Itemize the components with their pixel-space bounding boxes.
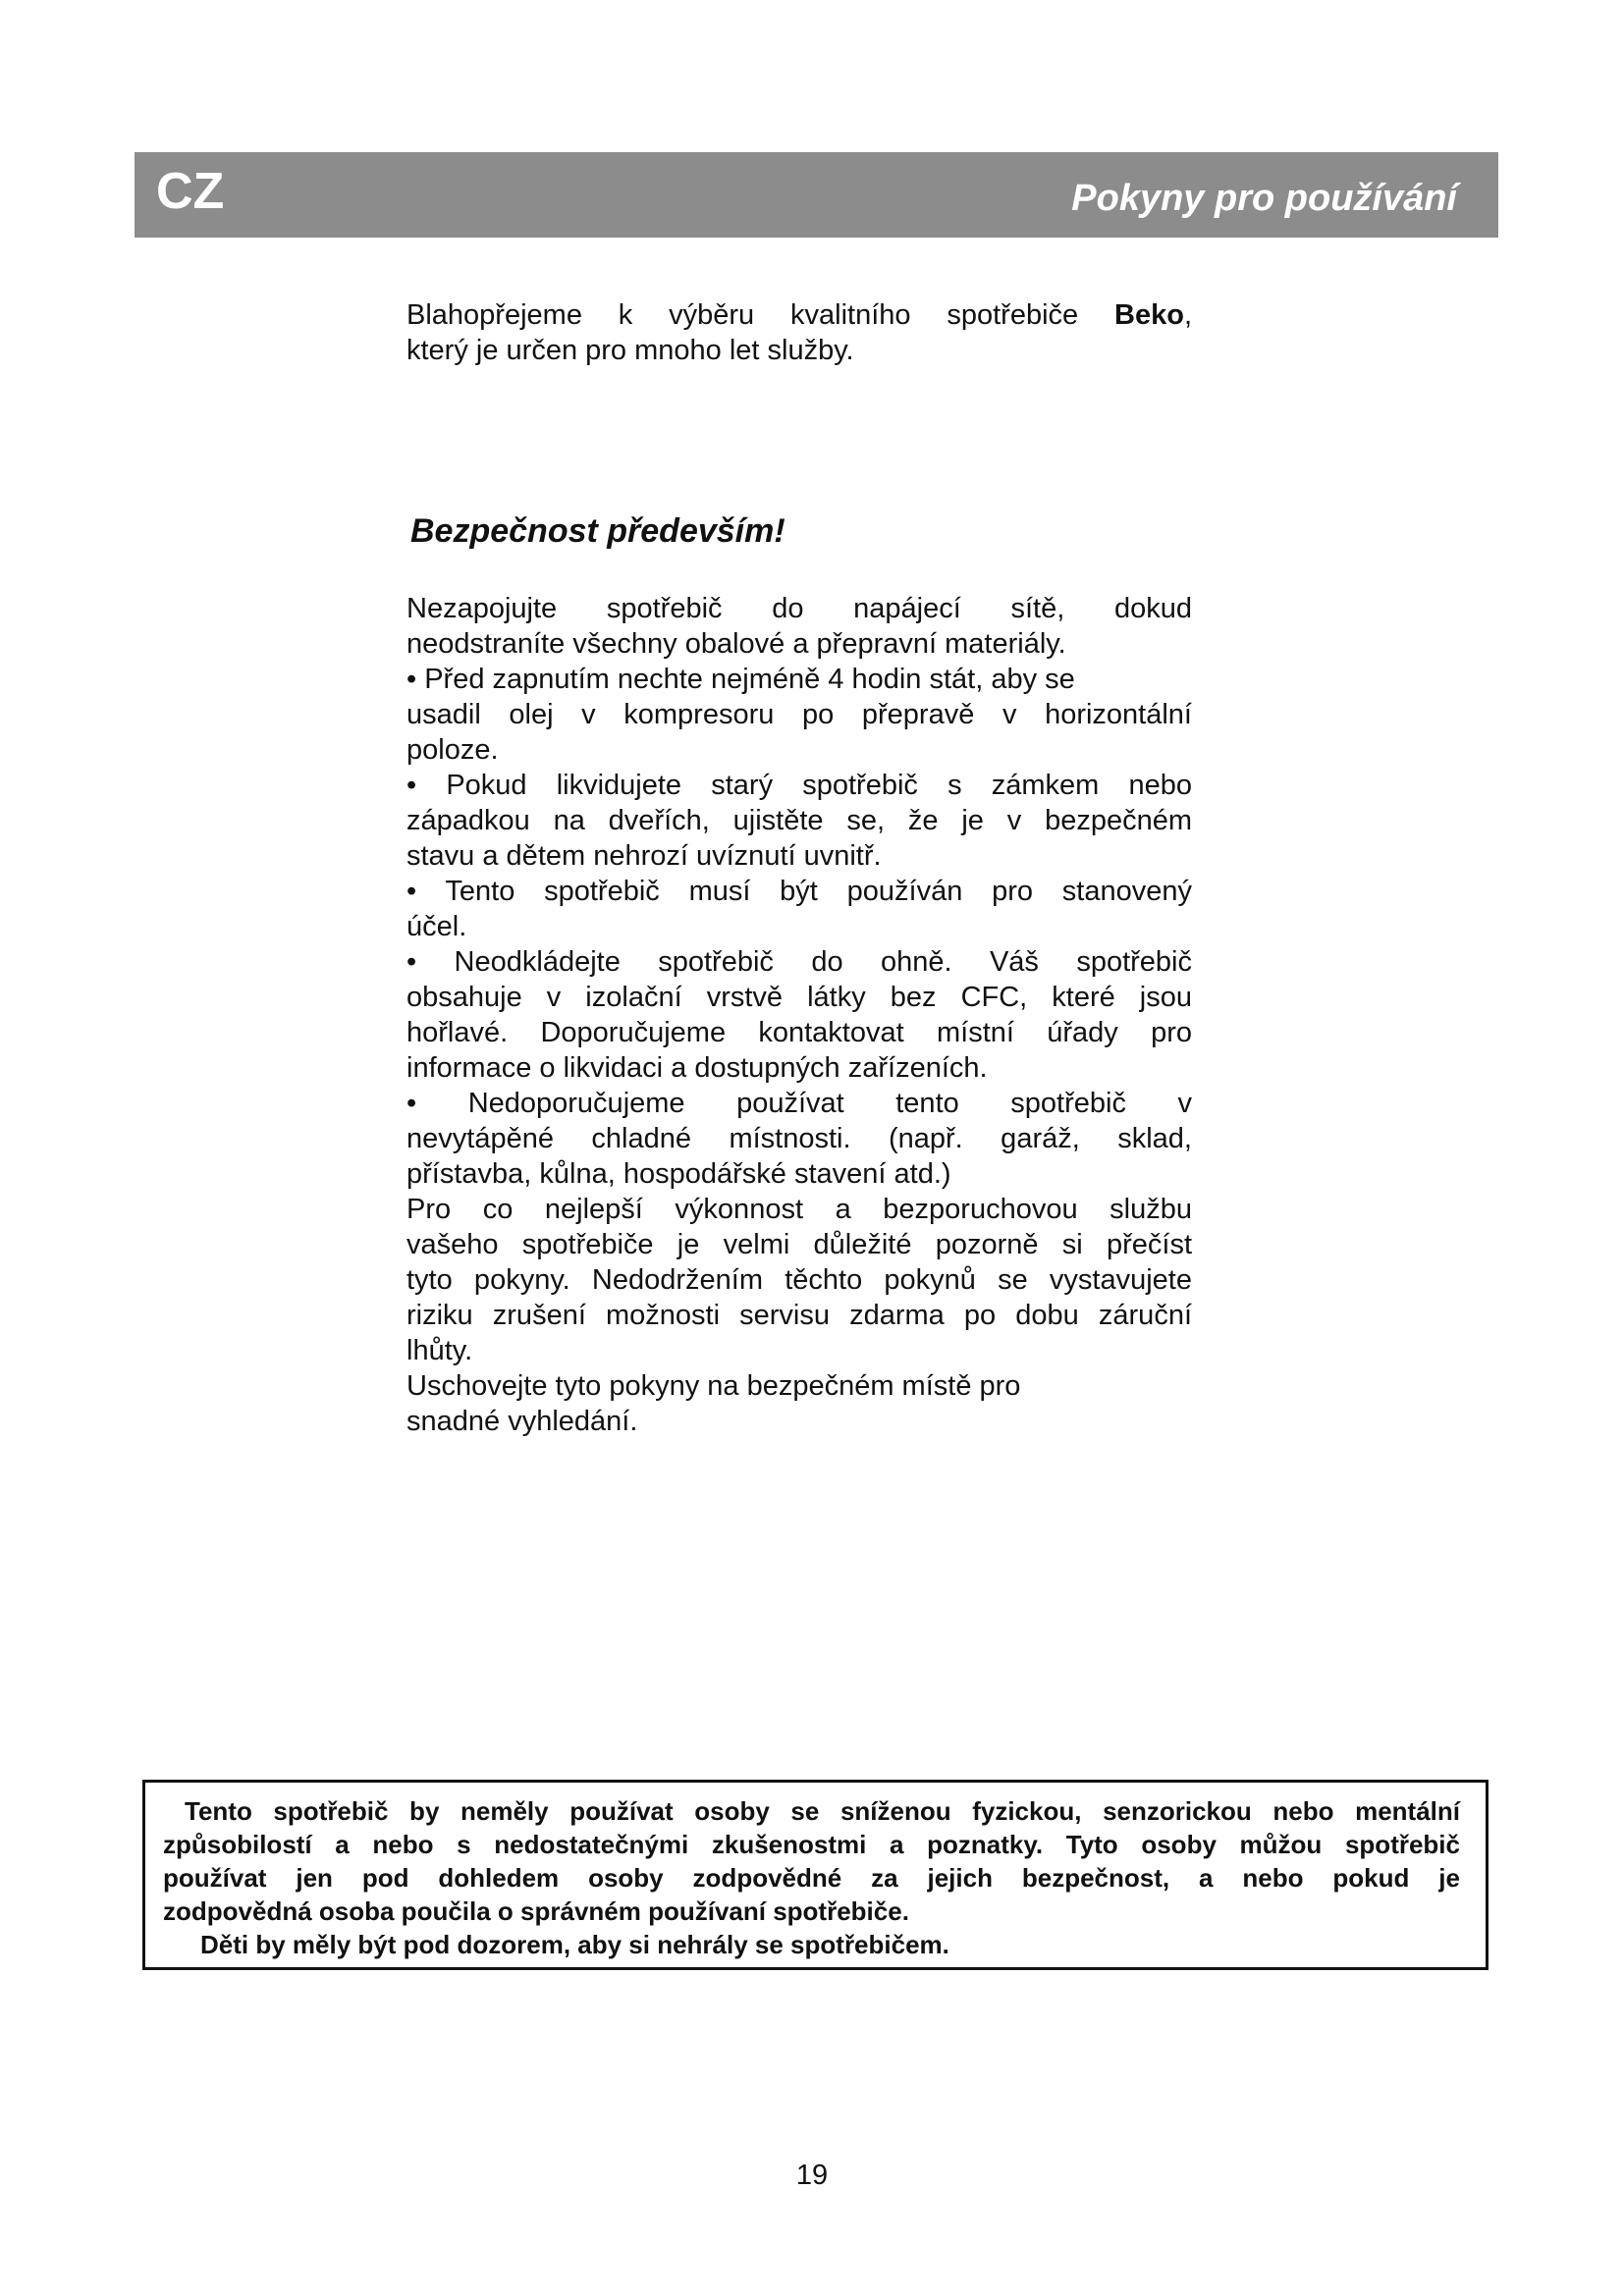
safety-line: neodstraníte všechny obalové a přepravní materiály. — [406, 628, 1066, 660]
warning-line: způsobilostí a nebo s nedostatečnými zkušenostmi a poznatky. Tyto osoby můžou spotřebič — [163, 1830, 1460, 1859]
safety-line: hořlavé. Doporučujeme kontaktovat místní úřady pro — [406, 1017, 1192, 1048]
safety-line: • Tento spotřebič musí být používán pro stanovený — [406, 876, 1192, 907]
safety-line: tyto pokyny. Nedodržením těchto pokynů se vystavujete — [406, 1264, 1192, 1296]
language-code: CZ — [156, 163, 225, 220]
safety-line: západkou na dveřích, ujistěte se, že je v bezpečném — [406, 805, 1192, 836]
safety-line: • Před zapnutím nechte nejméně 4 hodin stát, aby se — [406, 664, 1075, 695]
safety-line: přístavba, kůlna, hospodářské stavení atd.) — [406, 1158, 951, 1190]
safety-line: Nezapojujte spotřebič do napájecí sítě, dokud — [406, 593, 1192, 624]
warning-box — [142, 1780, 1489, 1970]
safety-line: obsahuje v izolační vrstvě látky bez CFC, které jsou — [406, 982, 1192, 1013]
safety-line: • Nedoporučujeme používat tento spotřebič v — [406, 1088, 1192, 1119]
warning-line: Děti by měly být pod dozorem, aby si nehrály se spotřebičem. — [200, 1930, 949, 1959]
warning-line: zodpovědná osoba poučila o správném používaní spotřebiče. — [163, 1896, 909, 1926]
safety-line: riziku zrušení možnosti servisu zdarma po dobu záruční — [406, 1300, 1192, 1331]
safety-line: účel. — [406, 911, 467, 942]
warning-line: používat jen pod dohledem osoby zodpovědné za jejich bezpečnost, a nebo pokud je — [163, 1863, 1460, 1893]
safety-line: • Neodkládejte spotřebič do ohně. Váš spotřebič — [406, 946, 1192, 978]
safety-line: nevytápěné chladné místnosti. (např. garáž, sklad, — [406, 1123, 1192, 1154]
safety-line: Pro co nejlepší výkonnost a bezporuchovou službu — [406, 1194, 1192, 1225]
page-number: 19 — [795, 2160, 829, 2191]
safety-heading: Bezpečnost především! — [410, 512, 785, 550]
intro-comma: , — [1183, 299, 1192, 331]
safety-line: stavu a dětem nehrozí uvíznutí uvnitř. — [406, 840, 882, 872]
safety-body — [406, 591, 1192, 1439]
safety-line: Uschovejte tyto pokyny na bezpečném místě pro — [406, 1370, 1021, 1402]
safety-line: • Pokud likvidujete starý spotřebič s zámkem nebo — [406, 770, 1192, 801]
safety-line: lhůty. — [406, 1335, 473, 1366]
intro-text: Blahopřejeme k výběru kvalitního spotřebiče — [406, 299, 1079, 331]
safety-line: vašeho spotřebiče je velmi důležité pozorně si přečíst — [406, 1229, 1192, 1260]
safety-line: snadné vyhledání. — [406, 1406, 638, 1437]
intro-paragraph — [406, 297, 1192, 368]
intro-line-2: který je určen pro mnoho let služby. — [406, 335, 854, 366]
page-title: Pokyny pro používání — [1071, 178, 1457, 219]
warning-line: Tento spotřebič by neměly používat osoby se sníženou fyzickou, senzorickou nebo mentální — [185, 1796, 1460, 1826]
brand-name: Beko — [1114, 299, 1184, 331]
safety-line: informace o likvidaci a dostupných zařízeních. — [406, 1052, 988, 1084]
intro-line-1 — [406, 297, 1192, 333]
safety-line: usadil olej v kompresoru po přepravě v horizontální — [406, 699, 1192, 730]
safety-line: poloze. — [406, 734, 499, 766]
header-bar — [135, 152, 1498, 238]
